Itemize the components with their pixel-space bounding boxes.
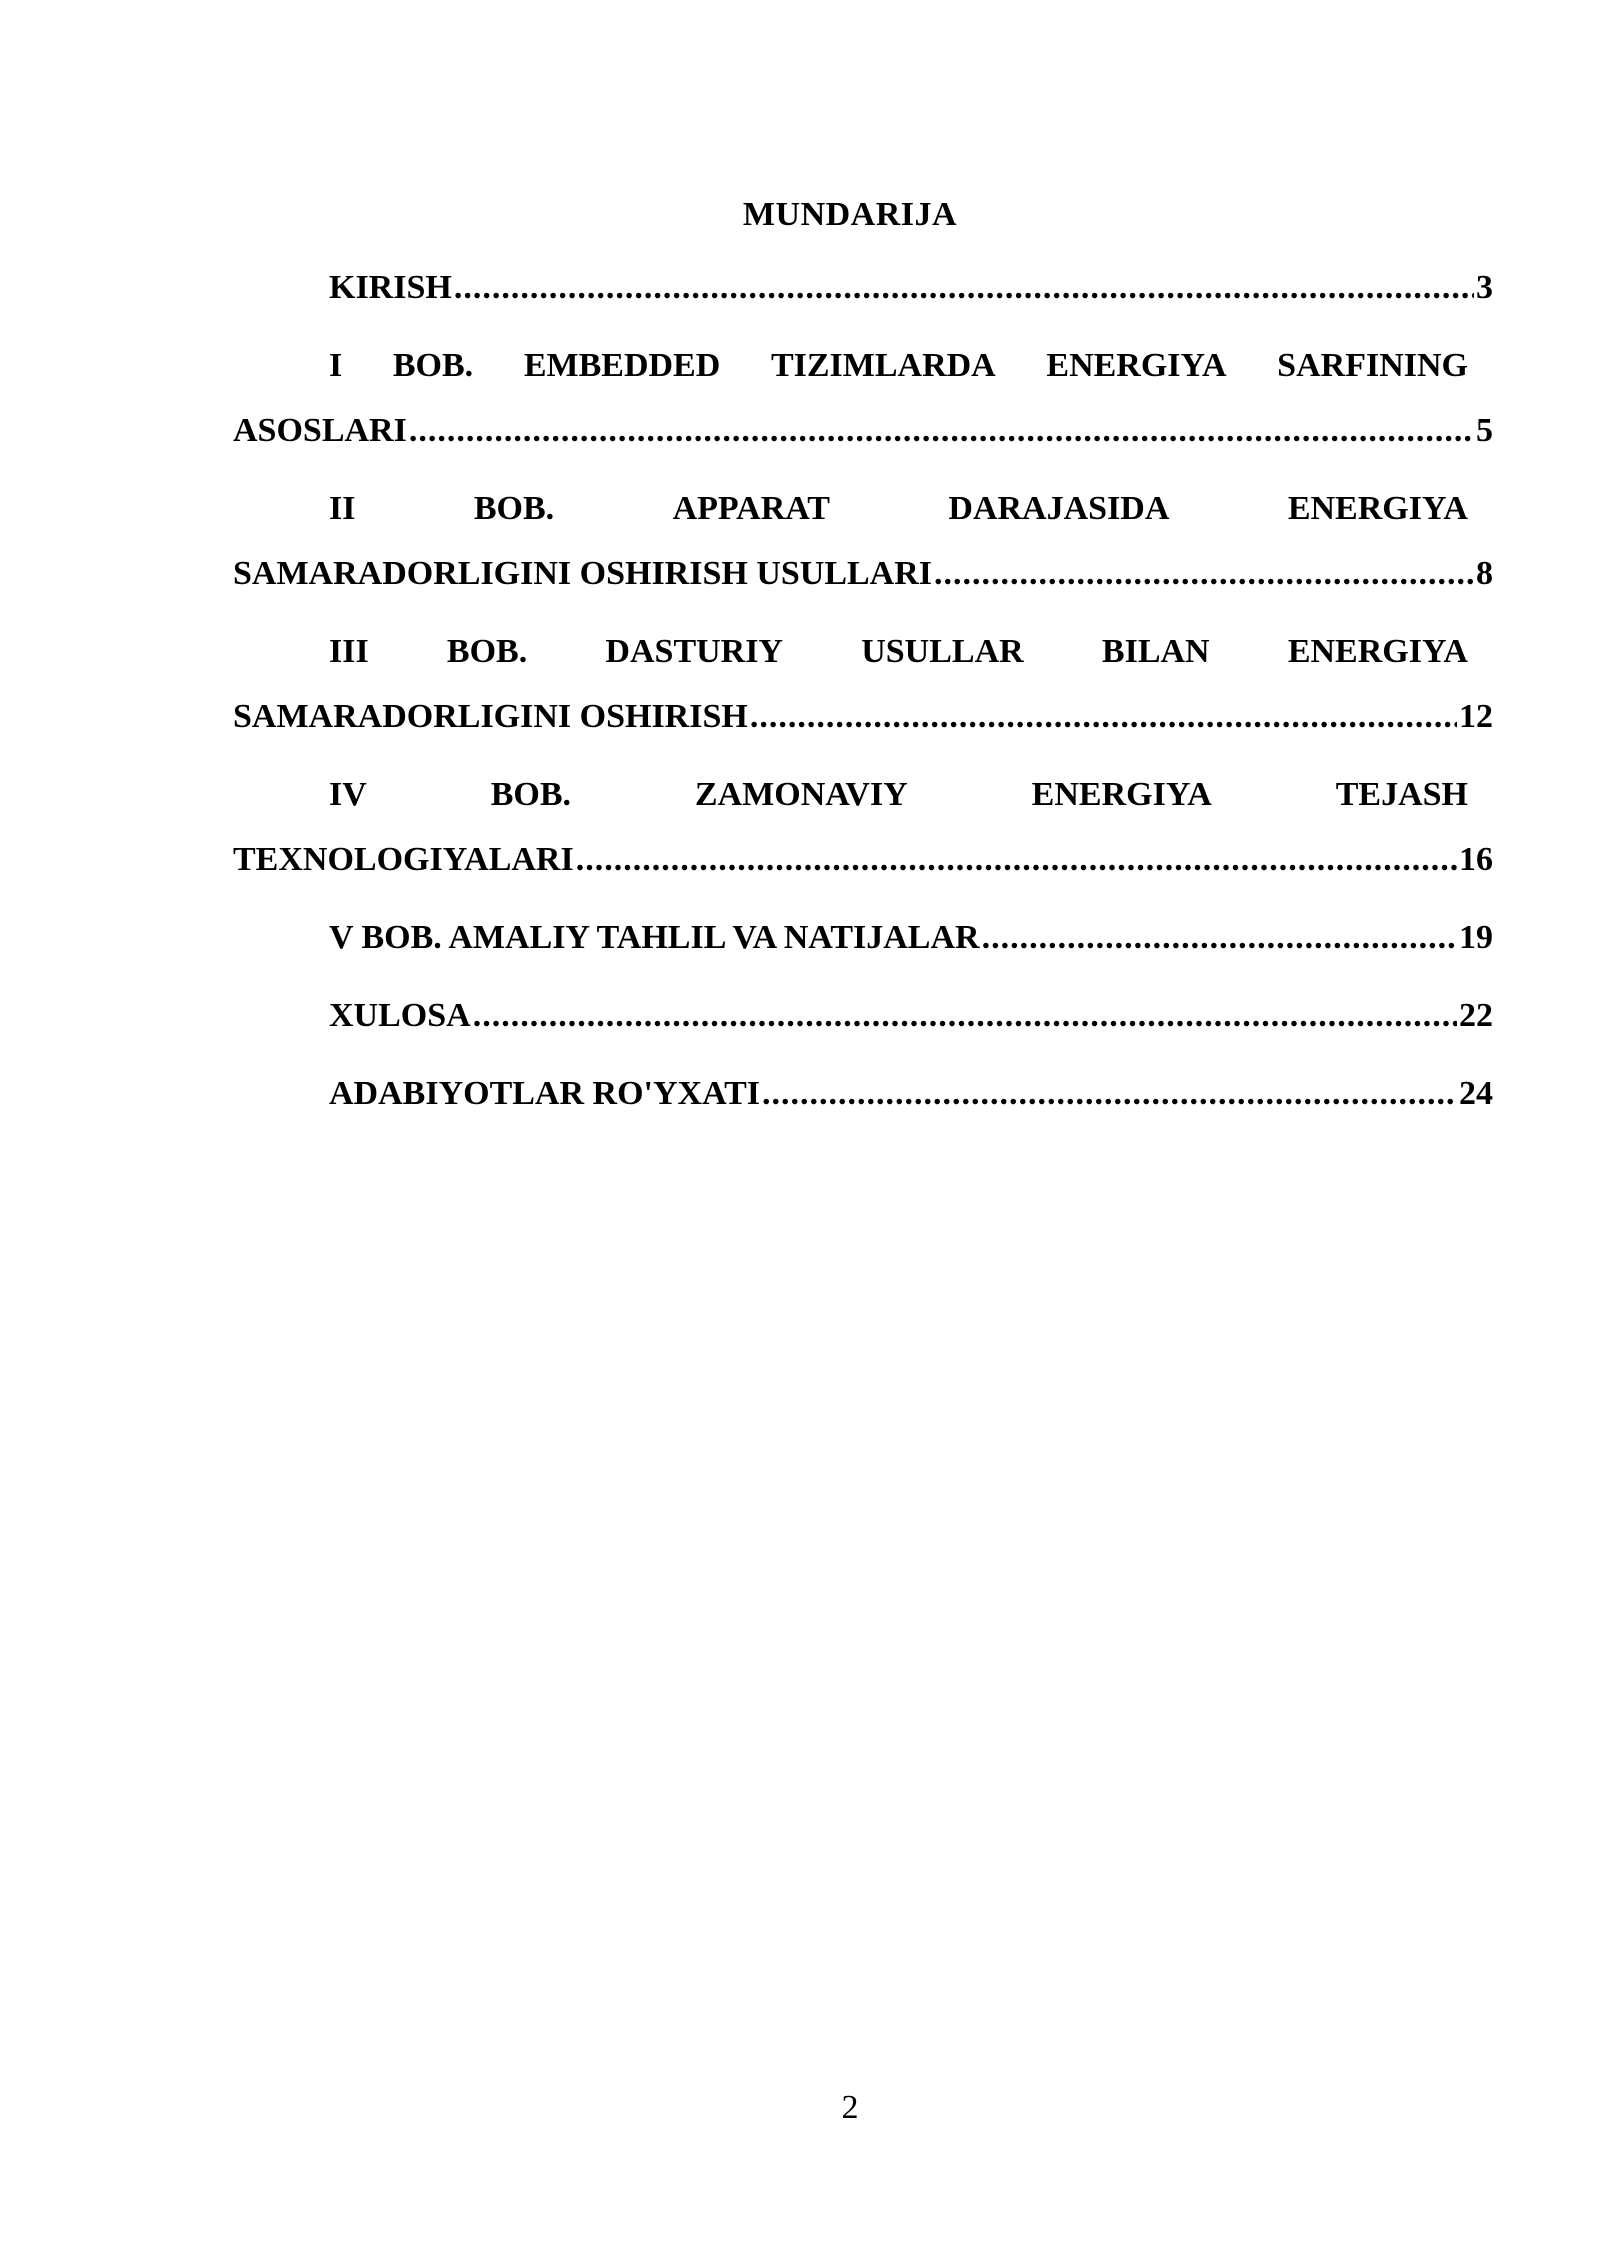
title-word: BOB. (392, 347, 474, 384)
title-word: SARFINING (1277, 347, 1468, 384)
title-word: TEJASH (1335, 776, 1468, 813)
title-word: ENERGIYA (1046, 347, 1227, 384)
dot-leader (934, 541, 1474, 606)
title-word: BOB. (490, 776, 572, 813)
toc-entry-page: 3 (1476, 269, 1493, 306)
toc-entry-chapter-1[interactable] (233, 333, 1493, 463)
toc-entry-kirish[interactable] (233, 255, 1493, 320)
title-word: IV (329, 776, 367, 813)
dot-leader (409, 398, 1474, 463)
toc-entry-title-line-2: TEXNOLOGIYALARI (233, 841, 574, 878)
toc-entry-page: 19 (1459, 919, 1493, 956)
page-number: 2 (841, 2089, 859, 2126)
table-of-contents (233, 255, 1493, 1139)
dot-leader (454, 255, 1474, 320)
title-word: DASTURIY (605, 633, 784, 670)
toc-entry-page: 22 (1459, 997, 1493, 1034)
toc-entry-title-line-2: SAMARADORLIGINI OSHIRISH (233, 698, 748, 735)
toc-entry-page: 12 (1459, 698, 1493, 735)
title-word: EMBEDDED (523, 347, 721, 384)
toc-entry-page: 24 (1459, 1075, 1493, 1112)
toc-entry-page: 8 (1476, 555, 1493, 592)
toc-entry-page: 16 (1459, 841, 1493, 878)
toc-heading: MUNDARIJA (742, 196, 958, 233)
title-word: USULLAR (861, 633, 1024, 670)
toc-entry-title-line-2: SAMARADORLIGINI OSHIRISH USULLARI (233, 555, 933, 592)
title-word: BOB. (446, 633, 528, 670)
toc-entry-title-line-2: ASOSLARI (233, 412, 407, 449)
toc-entry-title: ADABIYOTLAR RO'YXATI (329, 1075, 761, 1112)
title-word: ZAMONAVIY (694, 776, 908, 813)
title-word: BILAN (1101, 633, 1210, 670)
toc-entry-chapter-5[interactable] (233, 905, 1493, 970)
toc-entry-title-line-1 (233, 333, 1493, 398)
toc-entry-chapter-3[interactable] (233, 619, 1493, 749)
title-word: I (329, 347, 343, 384)
toc-entry-xulosa[interactable] (233, 983, 1493, 1048)
title-word: APPARAT (672, 490, 830, 527)
dot-leader (473, 983, 1457, 1048)
toc-entry-title-line-1 (233, 476, 1493, 541)
title-word: ENERGIYA (1287, 490, 1468, 527)
toc-entry-title-line-1 (233, 762, 1493, 827)
dot-leader (750, 684, 1457, 749)
title-word: II (329, 490, 356, 527)
title-word: ENERGIYA (1031, 776, 1212, 813)
toc-entry-adabiyotlar[interactable] (233, 1061, 1493, 1126)
toc-entry-title: V BOB. AMALIY TAHLIL VA NATIJALAR (329, 919, 980, 956)
title-word: ENERGIYA (1287, 633, 1468, 670)
title-word: III (329, 633, 369, 670)
toc-entry-chapter-2[interactable] (233, 476, 1493, 606)
toc-entry-page: 5 (1476, 412, 1493, 449)
dot-leader (982, 905, 1457, 970)
toc-entry-title: KIRISH (329, 269, 452, 306)
dot-leader (576, 827, 1457, 892)
title-word: DARAJASIDA (948, 490, 1170, 527)
toc-entry-title: XULOSA (329, 997, 471, 1034)
dot-leader (762, 1061, 1457, 1126)
title-word: BOB. (473, 490, 555, 527)
toc-entry-title-line-1 (233, 619, 1493, 684)
toc-entry-chapter-4[interactable] (233, 762, 1493, 892)
title-word: TIZIMLARDA (770, 347, 996, 384)
